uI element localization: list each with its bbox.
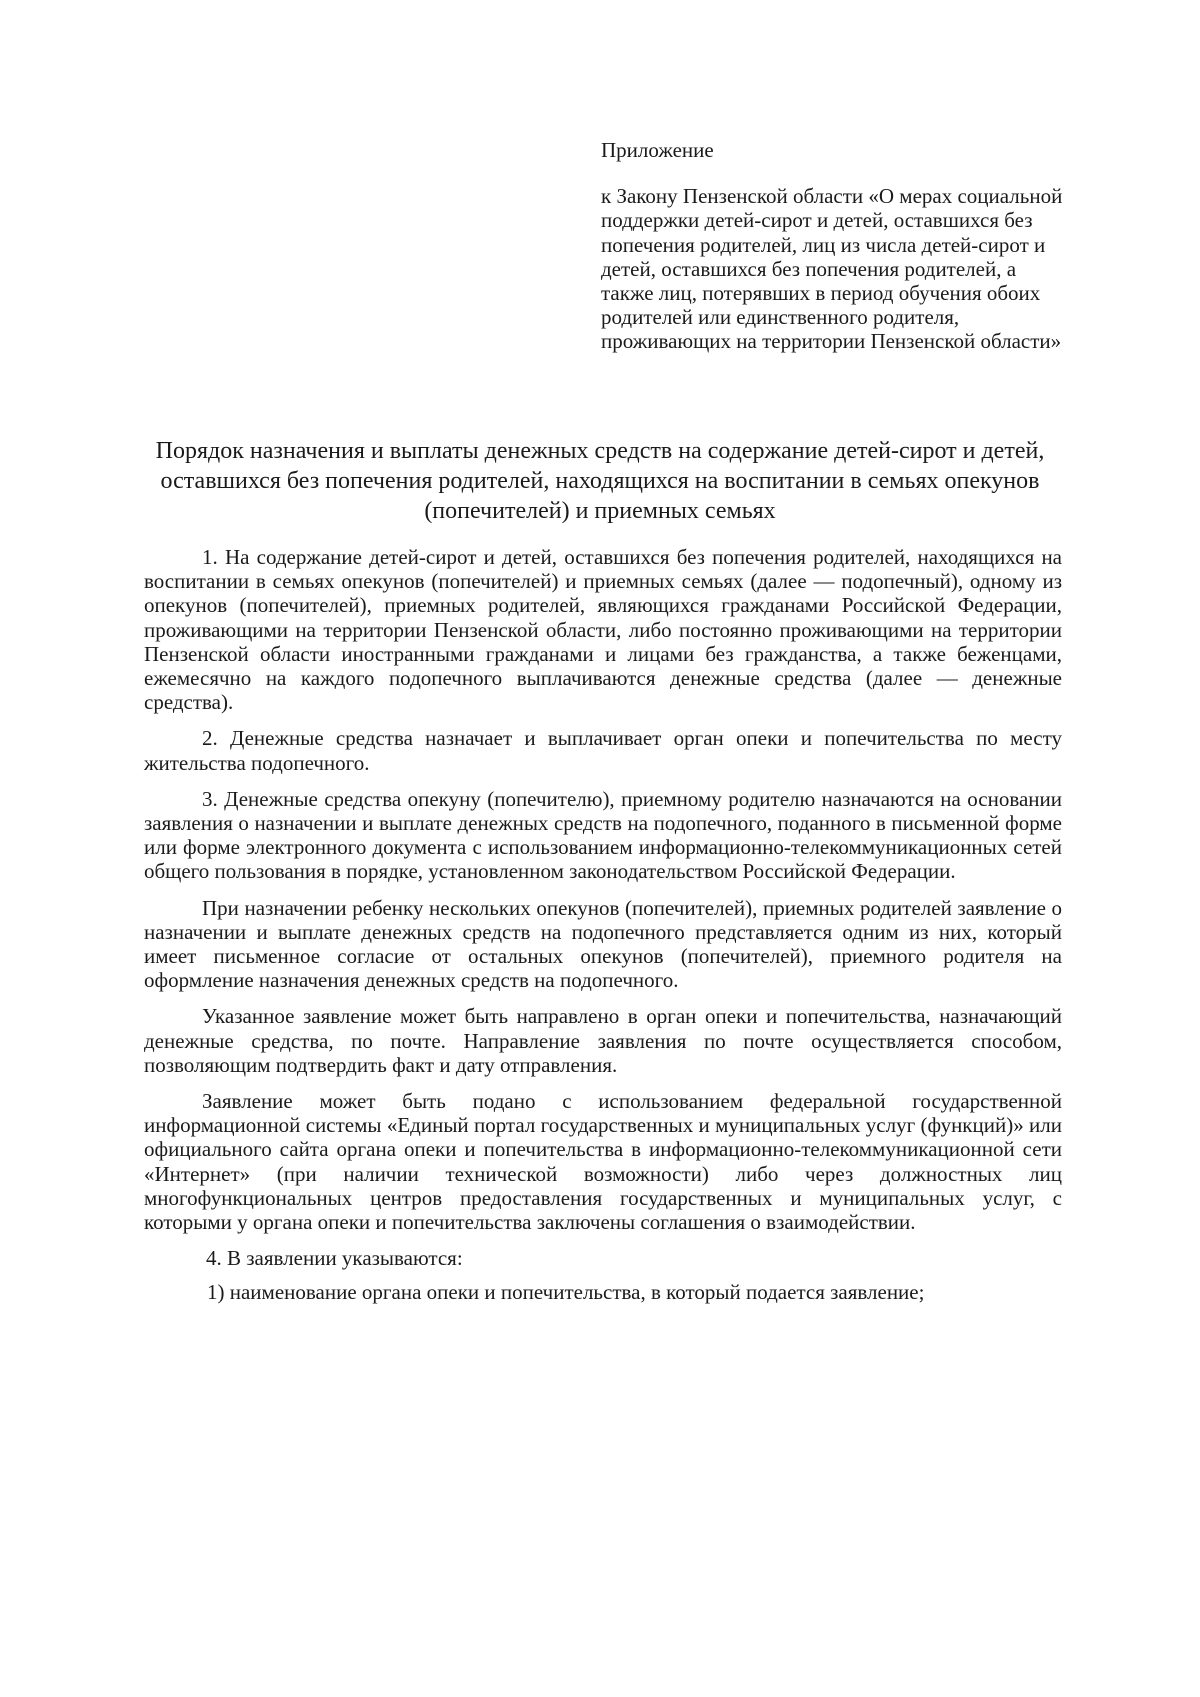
appendix-reference: к Закону Пензенской области «О мерах социальной поддержки детей-сирот и детей, оставшихся без попечения родителей, лиц из числа детей-сирот и детей, оставшихся без попечения родителей, а также лиц, потерявших в период обучения обоих родителей или единственного родителя, проживающих на территории Пензенской области» — [601, 184, 1063, 354]
paragraph-1: 1. На содержание детей-сирот и детей, оставшихся без попечения родителей, находящихся на воспитании в семьях опекунов (попечителей) и приемных семьях (далее — подопечный), одному из опекунов (попечителей), приемных родителей, являющихся гражданами Российской Федерации, проживающими на территории Пензенской области, либо постоянно проживающими на территории Пензенской области иностранными гражданами и лицами без гражданства, а также беженцами, ежемесячно на каждого подопечного выплачиваются денежные средства (далее — денежные средства). — [144, 545, 1062, 715]
paragraph-3: 3. Денежные средства опекуну (попечителю), приемному родителю назначаются на основании заявления о назначении и выплате денежных средств на подопечного, поданного в письменной форме или форме электронного документа с использованием информационно-телекоммуникационных сетей общего пользования в порядке, установленном законодательством Российской Федерации. — [144, 786, 1062, 884]
paragraph-3-mail-submission: Указанное заявление может быть направлено в орган опеки и попечительства, назначающий денежные средства, по почте. Направление заявления по почте осуществляется способом, позволяющим подтвердить факт и дату отправления. — [144, 1004, 1062, 1077]
list-heading: 4. В заявлении указываются: — [206, 1246, 463, 1271]
document-title: Порядок назначения и выплаты денежных средств на содержание детей-сирот и детей, оставшихся без попечения родителей, находящихся на воспитании в семьях опекунов (попечителей) и приемных семьях — [155, 438, 1045, 524]
paragraph-3-multiple-guardians: При назначении ребенку нескольких опекунов (попечителей), приемных родителей заявление о назначении и выплате денежных средств на подопечного представляется одним из них, который имеет письменное согласие от остальных опекунов (попечителей), приемного родителя на оформление назначения денежных средств на подопечного. — [144, 895, 1062, 993]
paragraph-3-electronic-submission: Заявление может быть подано с использованием федеральной государственной информационной системы «Единый портал государственных и муниципальных услуг (функций)» или официального сайта органа опеки и попечительства в информационно-телекоммуникационной сети «Интернет» (при наличии технической возможности) либо через должностных лиц многофункциональных центров предоставления государственных и муниципальных услуг, с которыми у органа опеки и попечительства заключены соглашения о взаимодействии. — [144, 1089, 1062, 1235]
appendix-label: Приложение — [601, 138, 714, 162]
paragraph-2: 2. Денежные средства назначает и выплачивает орган опеки и попечительства по месту жительства подопечного. — [144, 726, 1062, 775]
sub-item-1: 1) наименование органа опеки и попечительства, в который подается заявление; — [207, 1280, 925, 1305]
document-body — [144, 545, 1062, 1315]
appendix-header — [601, 138, 1071, 354]
